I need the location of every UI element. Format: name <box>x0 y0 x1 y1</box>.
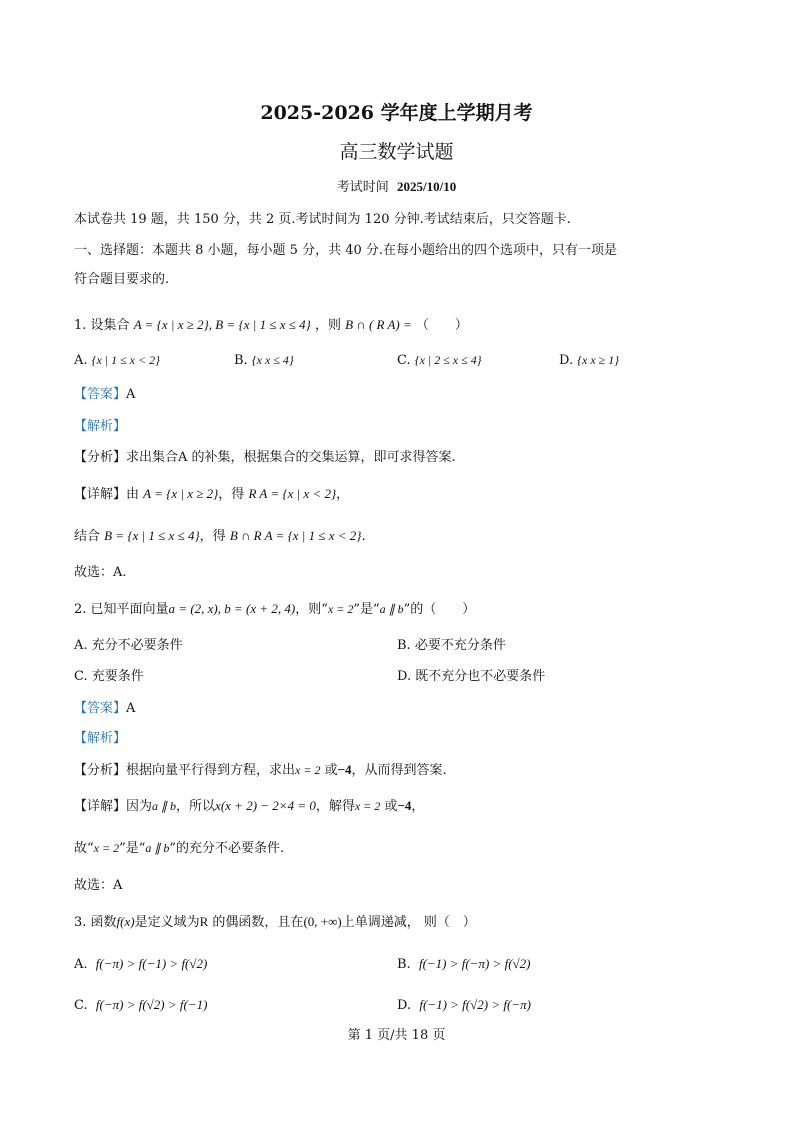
detail-text: ”是“ <box>119 841 146 856</box>
option-label: A. <box>74 353 88 368</box>
q1-stem-math2: B ∩ ( R A) = <box>345 317 412 332</box>
q2-option-a <box>74 637 183 655</box>
q2-option-d <box>397 668 545 686</box>
option-label: C. <box>397 353 411 368</box>
detail-math: −4 <box>397 798 412 813</box>
stem-text: 是定义域为 <box>134 915 200 930</box>
stem-text: ”的（ ） <box>403 602 476 617</box>
detail-tag: 【详解】 <box>74 487 127 502</box>
q2-answer <box>74 700 135 718</box>
detail-math: a ∥ b <box>152 799 177 813</box>
option-text: f(−1) > f(−π) > f(√2) <box>418 956 531 971</box>
intro-text: 本试卷共 19 题，共 150 分，共 2 页.考试时间为 120 分钟.考试结束后，只交答题卡. <box>74 212 571 227</box>
q2-option-c <box>74 668 144 686</box>
stem-math: x = 2 <box>327 602 354 616</box>
option-text: 充要条件 <box>91 669 144 684</box>
detail-text: 结合 <box>74 529 101 544</box>
q1-analysis-tag: 【解析】 <box>74 419 127 434</box>
detail-text: ，所以 <box>176 799 216 814</box>
fenxi-math: −4 <box>337 762 352 777</box>
answer-tag: 【答案】 <box>74 701 127 716</box>
detail-text: ”的充分不必要条件. <box>169 841 285 856</box>
page-footer: 第 1 页/共 18 页 <box>347 1028 446 1043</box>
answer-value: A <box>126 387 136 402</box>
fenxi-text: ，从而得到答案. <box>351 763 447 778</box>
exam-title: 2025-2026 学年度上学期月考 <box>260 102 533 124</box>
option-text: {x | 2 ≤ x ≤ 4} <box>414 353 482 367</box>
option-label: A. <box>74 957 88 972</box>
answer-tag: 【答案】 <box>74 387 127 402</box>
option-label: A. <box>74 638 88 653</box>
stem-text: 2. 已知平面向量 <box>74 602 169 617</box>
q2-fenxi <box>74 761 447 780</box>
answer-value: A <box>126 701 136 716</box>
detail-text: ， <box>411 799 425 814</box>
detail-text: ，得 <box>218 487 245 502</box>
detail-text: . <box>361 529 366 544</box>
detail-text: 故“ <box>74 841 94 856</box>
detail-math: x = 2 <box>93 841 120 855</box>
option-text: f(−π) > f(−1) > f(√2) <box>95 956 208 971</box>
q3-option-c <box>74 996 207 1015</box>
option-label: D. <box>397 998 412 1013</box>
option-text: {x x ≤ 4} <box>251 353 294 367</box>
q1-stem-math1: A = {x | x ≥ 2}, B = {x | 1 ≤ x ≤ 4} <box>133 317 311 332</box>
q2-stem <box>74 600 475 619</box>
stem-text: 上单调递减， 则（ ） <box>341 915 476 930</box>
option-label: C. <box>74 998 88 1013</box>
fenxi-tag: 【分析】 <box>74 450 127 465</box>
detail-math: x = 2 <box>354 799 381 813</box>
detail-math: B = {x | 1 ≤ x ≤ 4} <box>104 528 200 543</box>
option-text: {x x ≥ 1} <box>577 353 620 367</box>
fenxi-text: 或 <box>324 763 338 778</box>
q1-stem <box>74 316 468 335</box>
option-text: 充分不必要条件 <box>91 638 183 653</box>
detail-math: A = {x | x ≥ 2} <box>143 486 219 501</box>
stem-text: 3. 函数 <box>74 915 117 930</box>
stem-text: ，则“ <box>295 602 328 617</box>
q1-stem-b: ，则 <box>314 318 341 333</box>
option-label: C. <box>74 669 88 684</box>
detail-text: ， <box>336 487 350 502</box>
q1-option-d <box>559 351 619 370</box>
option-label: B. <box>397 957 411 972</box>
option-label: B. <box>397 638 411 653</box>
q1-fenxi <box>74 449 456 467</box>
q1-detail <box>74 485 349 504</box>
q1-stem-a: 1. 设集合 <box>74 318 130 333</box>
stem-text: ”是“ <box>353 602 380 617</box>
q1-option-c <box>397 351 482 370</box>
exam-time-label: 考试时间 <box>336 180 389 195</box>
option-text: f(−1) > f(√2) > f(−π) <box>419 997 531 1012</box>
section1-line1: 一、选择题：本题共 8 小题，每小题 5 分，共 40 分.在每小题给出的四个选项中，只有一项是 <box>74 243 618 258</box>
q2-choose: 故选：A <box>74 878 123 893</box>
q1-stem-paren: （ ） <box>415 318 468 333</box>
fenxi-tag: 【分析】 <box>74 763 127 778</box>
stem-math: (0, +∞) <box>303 914 342 929</box>
detail-text: 因为 <box>126 799 153 814</box>
detail-text: 或 <box>384 799 398 814</box>
detail-text: ，解得 <box>315 799 355 814</box>
fenxi-math: x = 2 <box>295 763 321 777</box>
option-text: 既不充分也不必要条件 <box>415 669 546 684</box>
detail-text: 由 <box>126 487 140 502</box>
q2-analysis-tag: 【解析】 <box>74 731 127 746</box>
option-label: B. <box>234 353 248 368</box>
q3-option-a <box>74 955 207 974</box>
q2-option-b <box>397 637 506 655</box>
stem-text: 的偶函数，且在 <box>212 915 304 930</box>
detail-math: x(x + 2) − 2×4 = 0 <box>215 798 316 813</box>
stem-math: R <box>199 914 209 929</box>
q1-option-a <box>74 351 160 370</box>
section1-line2: 符合题目要求的. <box>74 272 170 287</box>
detail-text: ，得 <box>199 529 226 544</box>
option-text: {x | 1 ≤ x < 2} <box>91 353 160 367</box>
option-label: D. <box>559 353 574 368</box>
q1-choose: 故选：A. <box>74 565 127 580</box>
q3-option-d <box>397 996 531 1015</box>
stem-math: a = (2, x), b = (x + 2, 4) <box>168 601 296 616</box>
option-text: 必要不充分条件 <box>414 638 506 653</box>
fenxi-text: 求出集合A 的补集，根据集合的交集运算，即可求得答案. <box>126 450 456 465</box>
detail-math: B ∩ R A = {x | 1 ≤ x < 2} <box>229 528 362 543</box>
detail-tag: 【详解】 <box>74 799 127 814</box>
option-label: D. <box>397 669 412 684</box>
q1-answer <box>74 386 135 404</box>
detail-math: R A = {x | x < 2} <box>248 486 337 501</box>
exam-time-value: 2025/10/10 <box>397 179 457 194</box>
exam-time <box>0 178 793 197</box>
q2-detail <box>74 797 424 816</box>
exam-subtitle: 高三数学试题 <box>339 141 454 163</box>
fenxi-text: 根据向量平行得到方程，求出 <box>126 763 296 778</box>
detail-math: a ∥ b <box>145 841 170 855</box>
stem-math: f(x) <box>116 914 135 929</box>
stem-math: a ∥ b <box>379 602 404 616</box>
option-text: f(−π) > f(√2) > f(−1) <box>95 997 208 1012</box>
q3-option-b <box>397 955 531 974</box>
q1-detail2 <box>74 527 366 546</box>
q2-detail2 <box>74 839 284 858</box>
q1-option-b <box>234 351 294 370</box>
q3-stem <box>74 913 476 932</box>
